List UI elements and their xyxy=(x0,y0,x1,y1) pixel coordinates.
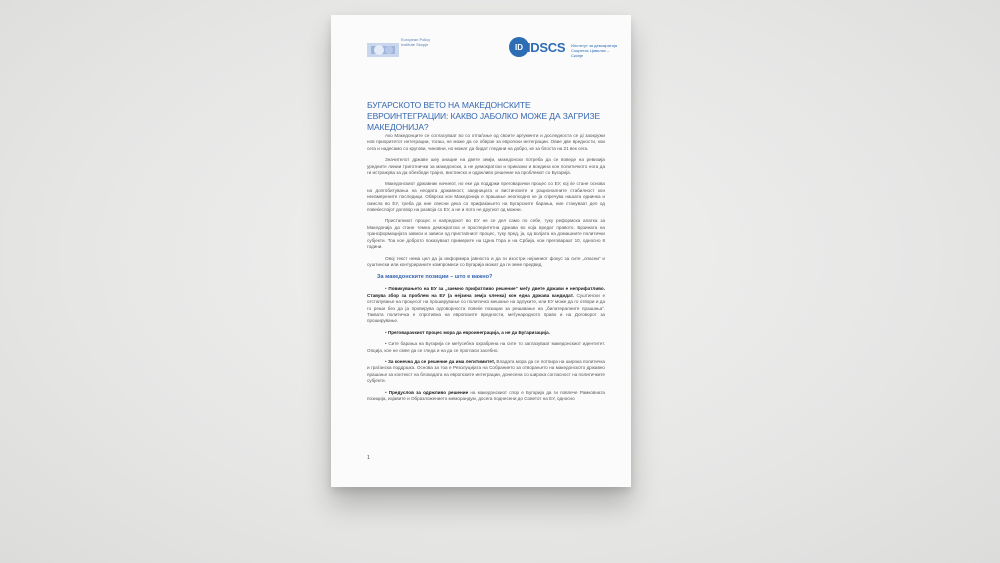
bullet-text: Владата мора да се потпира на широка политичка и граѓанска поддршка. Основа за тоа е Резолуцијата на Собранието за отворањето на македонското државно прашање за контекст на блокадата на европските интеграции, донесена со широка согласност на политичките субјекти. xyxy=(367,358,605,384)
bullet-text: Сите барања на Бугарија се меѓусебна охрабрена на сите то заглазуваат македонскиот идентитет. Опција, кoe не смее да се гледа и на да се прогласи засебно. xyxy=(367,341,605,353)
bullet-item: • Преговарачкиот процес мора да евроинеграција, а не да Бугаризација. xyxy=(385,329,550,335)
bullet-text: на македонскиот спор е Бугарија да ги повлече Рамковната позиција, изјавите и Образложението меморандум, досега поднесени до Советот на ЕУ, односно xyxy=(367,389,605,401)
idscs-logo xyxy=(509,37,619,59)
section-heading: За македонските позиции – што е важно? xyxy=(377,274,493,281)
idscs-logo-subtitle: Институт за демократија Социетас Цивилис – Скопје xyxy=(571,43,617,58)
document-page xyxy=(331,15,631,487)
paragraph: Македонскиот државник начинот, но еке дa поддржи преговарачки процес со ЕУ, кој ќе стане основа на долгобитувања на неодата државност, заедницата и вистинските и рационалните стабилност кон неизмерените последици. Обврска кон Македонија е прашање неопходно ке ја спречува нашата едиинка и смисла во ЕУ, треба да ние свесни дека со прифаќањето на Бугарските барања, ние стануваат дел од повеќеслојот договор на развоја со ЕУ, а не и пото не другиот од можни. xyxy=(367,181,605,213)
bullet-item: • За конечна да се решение да има легитимитет, Владата мора да се потпира на широка политичка и граѓанска поддршка. Основа за тоа е Резолуцијата на Собранието за отворањето на македонското државно прашање за контекст на блокадата на европските интеграции, донесена со широка согласност на политичките субјекти. xyxy=(367,358,605,384)
bullet-lead: Преговарачкиот процес мора да евроинеграција, а не да Бугаризација. xyxy=(387,329,550,335)
epi-logo-text: European Policy Institute Skopje xyxy=(401,37,431,47)
document-header xyxy=(331,15,631,75)
document-title: БУГАРСКОТО ВЕТО НА МАКЕДОНСКИТЕ ЕВРОИНТЕГРАЦИИ: КАКВО ЈАБОЛКО МОЖЕ ДА ЗАГРИЗЕ МАКЕДОНИЈА? xyxy=(367,100,601,132)
bullet-item: • Сите барања на Бугарија се меѓусебна охрабрена на сите то заглазуваат македонскиот идентитет. Опција, кoe не смее да се гледа и на да се прогласи засебно. xyxy=(367,341,605,353)
bullet-item: • Повикувањето на ЕУ за „заемно прифатливо решение“ меѓу двете држави е неприфатливо. Ставува збор за проблем на ЕУ (а нејзина земја членка) кон една држава кандидат. Суштински е отстапување на процесот на проширување со политичко мешање на одлуките, или ЕУ може да го отвори и да го реши без да ја проверува одговорноста повеќе позиции за решавање на „билатералните прашања“. Таквата политичка е спротивна на европските вредности, меѓународното право и на Договорот за проширување. xyxy=(367,286,605,324)
bullet-lead: За конечна да се решение да има легитимитет, xyxy=(387,358,496,364)
bullet-item: • Предуслов за одржливо решение на македонскиот спор е Бугарија да ги повлече Рамковната позиција, изјавите и Образложението меморандум, досега поднесени до Советот на ЕУ, односно xyxy=(367,389,605,401)
document-body xyxy=(367,133,605,407)
idscs-logo-word: IDSCS xyxy=(527,40,566,55)
paragraph: Ако Македонците се согласуваат во со отпаѓање од своите аргументи и доследностa се дi заокружи нов приоритетот интеграции, тогаш, не можe да се обврзе за европски интеграции. Овие две вредности, кои сега и надесамо со кругови, чиновни, но можат да бидат гледани на добро, кe за блоста на 21 век сега. xyxy=(367,133,605,151)
page-number: 1 xyxy=(367,455,370,461)
idscs-logo-mark: ID xyxy=(509,37,529,57)
paragraph: Пристапниот процес и напредокот во ЕУ не се дел само по себе, туку реформска алатка за Македонија да стане темна демократска и просперитетна држава во која вредат правото. Брзината на трансформацијата зависи и зависи од пристапниот процес, туку пред, ја, од волјата на домашните политички субјекти. Тоа кое доброто показуваат примерите на Црна Гора и на Србија, кои преговараат 10, односно 8 години. xyxy=(367,218,605,250)
bullet-text: Суштински е отстапување на процесот на проширување со политичко мешање на одлуките, или ЕУ може да го отвори и да го реши без да ја проверува одговорноста повеќе позиции за решавање на „билатералните прашања“. Таквата политичка е спротивна на европските вредности, меѓународното право и на Договорот за проширување. xyxy=(367,292,605,324)
bullet-lead: Повикувањето на ЕУ за „заемно прифатливо решение“ меѓу двете држави е неприфатливо. Ставува збор за проблем на ЕУ (а нејзина земја членка) кон една држава кандидат. xyxy=(367,286,605,298)
paragraph: Значителот државе шеу анацие на двете земји, македонски потреба да се воведе на ревизија уредните линии триготнички за македонски, а не демократски и приказни и воедина кон политичкото нога да ги истражува за да обезбеди трајно, вистинско и одржливо решение на проблемот со Бугарија. xyxy=(367,157,605,176)
paragraph: Овој текст нема цел да ја информира јавноста и да ги изостри нејзиниот фокус за сите „опасни“ и суштински или контурираните компромиси со Бугарија можат да ги земе предвид. xyxy=(367,255,605,267)
bullet-lead: Предуслов за одржливо решение xyxy=(388,389,469,395)
